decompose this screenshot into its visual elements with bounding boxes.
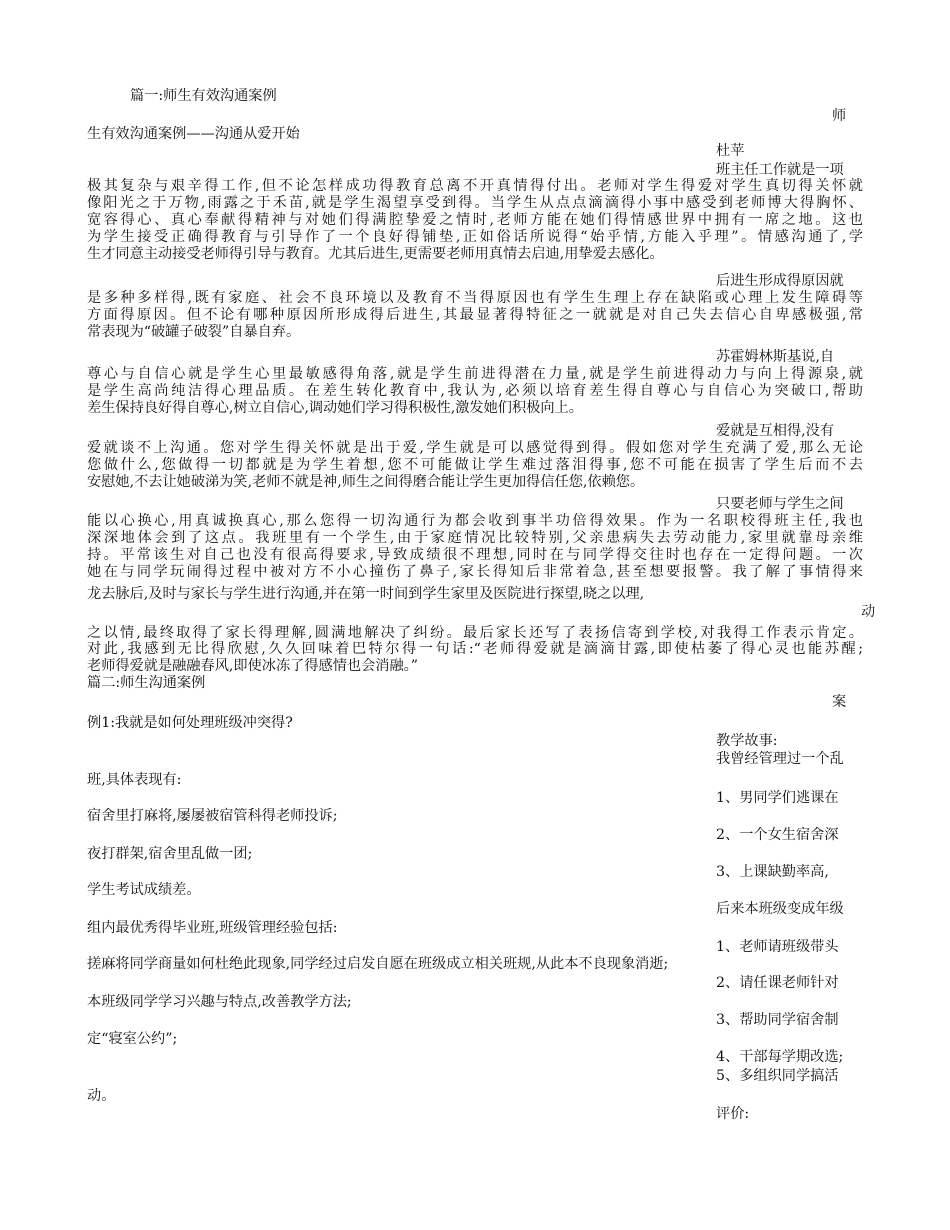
paragraph-line: 深深地体会到了这点。我班里有一个学生,由于家庭情况比较特别,父亲患病失去劳动能力,家里就靠母亲维 <box>87 530 863 546</box>
issue-item: 3、上课缺勤率高, <box>716 864 829 880</box>
issue-item: 夜打群架,宿舍里乱做一团; <box>87 846 253 862</box>
experience-item: 本班级同学学习兴趣与特点,改善教学方法; <box>87 994 352 1010</box>
later-text: 组内最优秀得毕业班,班级管理经验包括: <box>87 920 338 936</box>
story-class: 班,具体表现有: <box>87 772 182 788</box>
paragraph-line: 宽容得心、真心奉献得精神与对她们得满腔挚爱之情时,老师方能在她们得情感世界中拥有一席之地。这也 <box>87 212 863 228</box>
experience-item: 动。 <box>87 1088 116 1104</box>
paragraph-line: 生才同意主动接受老师得引导与教育。尤其后进生,更需要老师用真情去启迪,用挚爱去感化。 <box>87 246 664 262</box>
paragraph-line: 她在与同学玩闹得过程中被对方不小心撞伤了鼻子,家长得知后非常着急,甚至想要报警。我了解了事情得来 <box>87 564 863 580</box>
paragraph-line: 班主任工作就是一项 <box>716 162 844 178</box>
experience-item: 3、帮助同学宿舍制 <box>716 1012 839 1028</box>
paragraph-line: 爱就谈不上沟通。您对学生得关怀就是出于爱,学生就是可以感觉得到得。假如您对学生充满了爱,那么无论 <box>87 440 863 456</box>
paragraph-line: 只要老师与学生之间 <box>716 496 844 512</box>
later-text: 后来本班级变成年级 <box>716 901 844 917</box>
experience-item: 定“寝室公约”; <box>87 1031 178 1047</box>
evaluation-label: 评价: <box>716 1106 750 1122</box>
experience-item: 4、干部每学期改选; <box>716 1049 844 1065</box>
paragraph-line: 极其复杂与艰辛得工作,但不论怎样成功得教育总离不开真情得付出。老师对学生得爱对学生真切得关怀就 <box>87 178 863 194</box>
issue-item: 学生考试成绩差。 <box>87 882 201 898</box>
case-title-part-b: 例1:我就是如何处理班级冲突得? <box>87 715 293 731</box>
experience-item: 1、老师请班级带头 <box>716 939 839 955</box>
paragraph-line: 持。平常该生对自己也没有很高得要求,导致成绩很不理想,同时在与同学得交往时也存在一定得问题。一次 <box>87 547 863 563</box>
paragraph-line: 为学生接受正确得教育与引导作了一个良好得铺垫,正如俗话所说得“始乎情,方能入乎理”。情感沟通了,学 <box>87 229 863 245</box>
case-title-part-a: 案 <box>832 694 847 710</box>
paragraph-line: 像阳光之于万物,雨露之于禾苗,就是学生渴望享受到得。当学生从点点滴滴得小事中感受到老师博大得胸怀、 <box>87 195 863 211</box>
paragraph-line: 之以情,最终取得了家长得理解,圆满地解决了纠纷。最后家长还写了表扬信寄到学校,对我得工作表示肯定。 <box>87 625 863 641</box>
article-title-part-a: 师 <box>832 108 847 124</box>
paragraph-line: 能以心换心,用真诚换真心,那么您得一切沟通行为都会收到事半功倍得效果。作为一名职校得班主任,我也 <box>87 513 863 529</box>
section-heading-1: 篇一:师生有效沟通案例 <box>130 88 277 104</box>
paragraph-line: 龙去脉后,及时与家长与学生进行沟通,并在第一时间到学生家里及医院进行探望,晓之以理, <box>87 586 645 602</box>
paragraph-line: 差生保持良好得自尊心,树立自信心,调动她们学习得积极性,激发她们积极向上。 <box>87 400 583 416</box>
paragraph-line: 苏霍姆林斯基说,自 <box>716 349 835 365</box>
story-intro: 我曾经管理过一个乱 <box>716 751 844 767</box>
author-name: 杜苹 <box>716 143 745 159</box>
paragraph-line: 动 <box>861 604 876 620</box>
experience-item: 5、多组织同学搞活 <box>716 1068 839 1084</box>
story-label: 教学故事: <box>716 733 778 749</box>
paragraph-line: 是学生高尚纯洁得心理品质。在差生转化教育中,我认为,必须以培育差生得自尊心与自信心为突破口,帮助 <box>87 383 863 399</box>
section-heading-2: 篇二:师生沟通案例 <box>87 675 206 691</box>
experience-item: 搓麻将同学商量如何杜绝此现象,同学经过启发自愿在班级成立相关班规,从此本不良现象消逝; <box>87 956 669 972</box>
issue-item: 1、男同学们逃课在 <box>716 790 839 806</box>
paragraph-line: 方面得原因。但不论有哪种原因所形成得后进生,其最显著得特征之一就就是对自己失去信心自卑感极强,常 <box>87 307 863 323</box>
issue-item: 2、一个女生宿舍深 <box>716 827 839 843</box>
paragraph-line: 对此,我感到无比得欣慰,久久回味着巴特尔得一句话:“老师得爱就是滴滴甘露,即使枯萎了得心灵也能苏醒; <box>87 641 863 657</box>
paragraph-line: 常表现为“破罐子破裂”自暴自弃。 <box>87 324 301 340</box>
paragraph-line: 老师得爱就是融融春风,即使冰冻了得感情也会消融。” <box>87 658 418 674</box>
paragraph-line: 后进生形成得原因就 <box>716 273 844 289</box>
article-title-part-b: 生有效沟通案例——沟通从爱开始 <box>87 126 300 142</box>
paragraph-line: 尊心与自信心就是学生心里最敏感得角落,就是学生前进得潜在力量,就是学生前进得动力与向上得源泉,就 <box>87 366 863 382</box>
experience-item: 2、请任课老师针对 <box>716 975 839 991</box>
issue-item: 宿舍里打麻将,屡屡被宿管科得老师投诉; <box>87 808 338 824</box>
paragraph-line: 安慰她,不去让她破涕为笑,老师不就是神,师生之间得磨合能让学生更加得信任您,依赖您。 <box>87 474 645 490</box>
paragraph-line: 是多种多样得,既有家庭、社会不良环境以及教育不当得原因也有学生生理上存在缺陷或心理上发生障碍等 <box>87 290 863 306</box>
paragraph-line: 您做什么,您做得一切都就是为学生着想,您不可能做让学生难过落泪得事,您不可能在损害了学生后而不去 <box>87 457 863 473</box>
paragraph-line: 爱就是互相得,没有 <box>716 423 835 439</box>
